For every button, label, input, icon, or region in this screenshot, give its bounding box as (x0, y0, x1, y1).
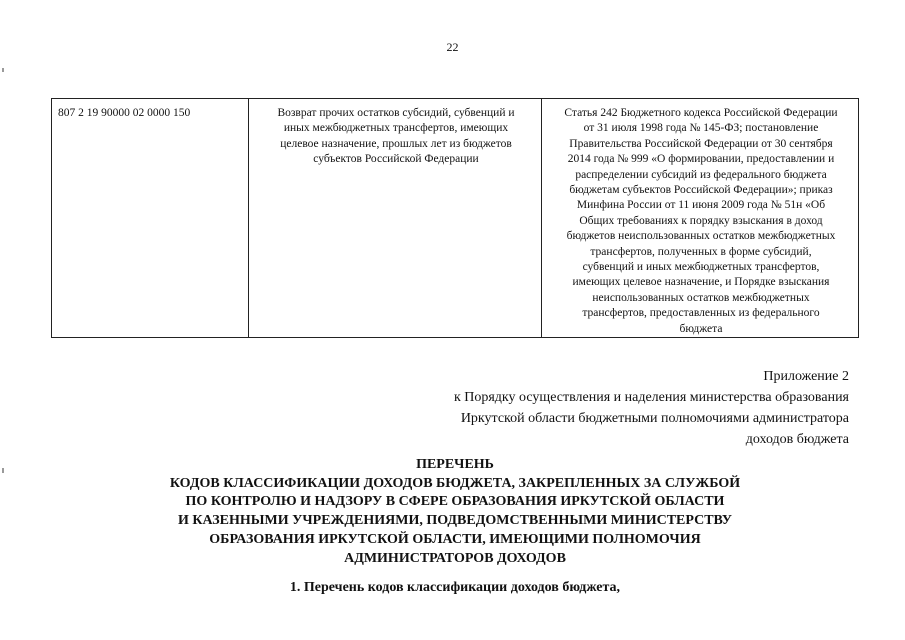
legal-basis-line: бюджетов неиспользованных остатков межбюджетных (566, 230, 836, 243)
revenue-name-line: Возврат прочих остатков субсидий, субвенций и (277, 107, 515, 119)
revenue-name-line: субъектов Российской Федерации (313, 153, 479, 166)
revenue-name-cell (249, 99, 542, 338)
legal-basis-line: от 31 июля 1998 года № 145-ФЗ; постановление (583, 122, 819, 135)
title-line: И КАЗЕННЫМИ УЧРЕЖДЕНИЯМИ, ПОДВЕДОМСТВЕННЫМИ МИНИСТЕРСТВУ (177, 513, 733, 529)
scan-edge-mark-top (2, 68, 4, 72)
revenue-name-line: иных межбюджетных трансфертов, имеющих (283, 122, 509, 135)
section-heading: 1. Перечень кодов классификации доходов бюджета, (289, 580, 621, 595)
table-row (52, 99, 859, 338)
appendix-line: к Порядку осуществления и наделения министерства образования (453, 390, 849, 405)
legal-basis-line: Статья 242 Бюджетного кодекса Российской Федерации (564, 107, 838, 119)
legal-basis-line: бюджета (679, 322, 723, 335)
legal-basis-line: субвенций и иных межбюджетных трансфертов, (582, 261, 820, 274)
legal-basis-line: трансфертов, полученных в форме субсидий, (590, 245, 812, 258)
legal-basis-line: Общих требованиях к порядку взыскания в доход (579, 214, 823, 227)
legal-basis-line: бюджетам субъектов Российской Федерации»; приказ (569, 184, 833, 197)
appendix-label: Приложение 2 (763, 369, 849, 384)
revenue-codes-table (51, 98, 859, 338)
legal-basis-line: Правительства Российской Федерации от 30 сентября (569, 137, 833, 150)
revenue-code-cell: 807 2 19 90000 02 0000 150 (52, 99, 249, 338)
legal-basis-line: 2014 года № 999 «О формировании, предоставлении и (567, 153, 835, 166)
title-line: АДМИНИСТРАТОРОВ ДОХОДОВ (344, 550, 566, 566)
appendix-line: доходов бюджета (745, 432, 849, 447)
legal-basis-cell (542, 99, 859, 338)
appendix-line: Иркутской области бюджетными полномочиями администратора (460, 411, 849, 426)
legal-basis-line: трансфертов, предоставленных из федерального (582, 307, 820, 320)
scan-edge-mark-bottom (2, 468, 4, 473)
legal-basis-line: Минфина России от 11 июня 2009 года № 51н «Об (576, 199, 826, 212)
title-line: ПЕРЕЧЕНЬ (416, 457, 494, 472)
legal-basis-line: распределении субсидий из федерального бюджета (575, 168, 827, 181)
title-line: ОБРАЗОВАНИЯ ИРКУТСКОЙ ОБЛАСТИ, ИМЕЮЩИМИ ПОЛНОМОЧИЯ (209, 531, 701, 547)
title-line: КОДОВ КЛАССИФИКАЦИИ ДОХОДОВ БЮДЖЕТА, ЗАКРЕПЛЕННЫХ ЗА СЛУЖБОЙ (169, 475, 741, 491)
legal-basis-line: неиспользованных остатков межбюджетных (592, 291, 810, 304)
page-number: 22 (446, 40, 459, 54)
appendix-header (329, 366, 849, 450)
document-title (90, 456, 820, 568)
legal-basis-line: имеющих целевое назначение, и Порядке взыскания (572, 276, 830, 289)
title-line: ПО КОНТРОЛЮ И НАДЗОРУ В СФЕРЕ ОБРАЗОВАНИЯ ИРКУТСКОЙ ОБЛАСТИ (185, 494, 725, 510)
revenue-name-line: целевое назначение, прошлых лет из бюджетов (280, 137, 512, 150)
